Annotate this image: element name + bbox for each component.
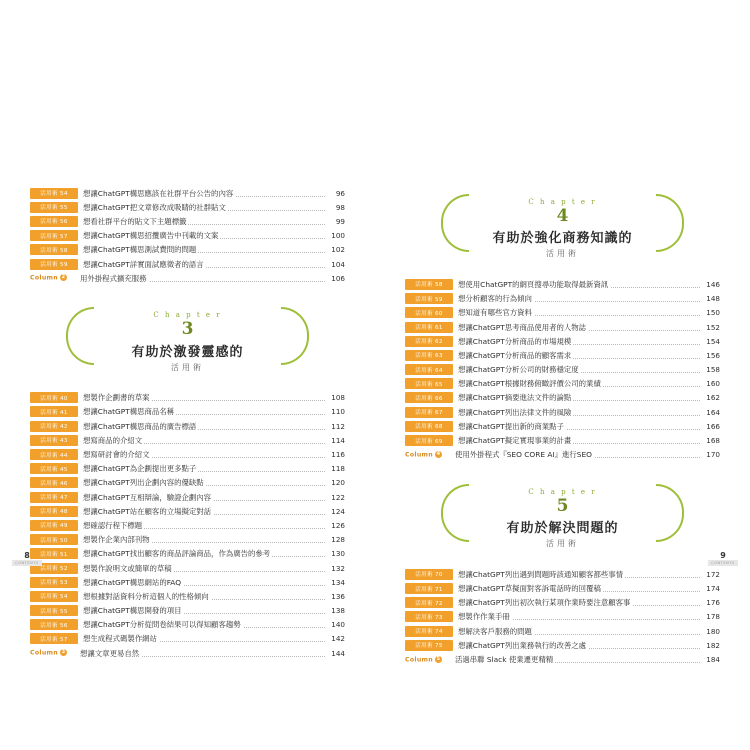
entry-tag: 活用術 58	[30, 244, 78, 255]
entry-tag: 活用術 52	[30, 563, 78, 574]
entry-tag: 活用術 56	[30, 216, 78, 227]
entry-page-number: 98	[335, 202, 345, 212]
entry-tag: 活用術 46	[30, 477, 78, 488]
entry-page-number: 148	[706, 294, 720, 304]
entry-page-number: 124	[331, 506, 345, 516]
entry-page-number: 99	[335, 216, 345, 226]
entry-tag: 活用術 67	[405, 407, 453, 418]
entry-page-number: 174	[706, 584, 720, 593]
entry-page-number: 164	[706, 407, 720, 417]
entry-tag: 活用術 54	[30, 188, 78, 199]
chapter-4-header	[405, 192, 720, 267]
entry-page-number: 106	[331, 273, 345, 283]
entry-title: 想製作企劃書的草案	[83, 392, 325, 403]
chapter-3-header	[30, 305, 345, 380]
entry-page-number: 112	[331, 421, 345, 431]
entry-title: 想根據對話資料分析這個人的性格傾向	[83, 591, 325, 602]
entry-title: 想讓ChatGPT構思測試費問的問題	[83, 244, 325, 255]
entry-tag: 活用術 51	[30, 548, 78, 559]
toc-row[interactable]	[405, 638, 720, 652]
entry-page-number: 130	[331, 549, 345, 559]
entry-title: 想讓ChatGPT站在顧客的立場擬定對話	[83, 506, 325, 517]
entry-title: 想讓ChatGPT為企劃提出更多點子	[83, 463, 325, 474]
entry-tag: 活用術 48	[30, 506, 78, 517]
toc-row[interactable]	[30, 433, 345, 447]
entry-tag: 活用術 68	[405, 421, 453, 432]
entry-tag: 活用術 55	[30, 202, 78, 213]
toc-row[interactable]	[405, 419, 720, 433]
entry-page-number: 108	[331, 393, 345, 403]
entry-page-number: 114	[331, 435, 345, 445]
entry-title: 想使用ChatGPT的網頁搜尋功能取得最新資訊	[458, 279, 700, 290]
entry-title: 想讓ChatGPT構思開發的項目	[83, 605, 325, 616]
entry-page-number: 152	[706, 322, 720, 332]
entry-tag: 活用術 40	[30, 392, 78, 403]
toc-row[interactable]	[30, 214, 345, 228]
toc-left-page	[0, 172, 375, 658]
toc-row[interactable]	[405, 377, 720, 391]
entry-page-number: 172	[706, 569, 720, 579]
column-tag: Column 2	[30, 274, 66, 282]
toc-row[interactable]	[30, 604, 345, 618]
entry-tag: 活用術 66	[405, 392, 453, 403]
chapter-label: C h a p t e r	[528, 487, 597, 496]
column-badge: 4	[436, 450, 441, 457]
entry-title: 想讓ChatGPT分析商品的市場規模	[458, 336, 700, 347]
entry-title: 想讓ChatGPT把文章修改成吸睛的社群貼文	[83, 202, 325, 213]
chapter-label: C h a p t e r	[528, 198, 597, 206]
entry-title: 想讓ChatGPT摘要進法文件的論點	[458, 392, 700, 403]
entry-tag: 活用術 70	[405, 569, 453, 580]
entry-tag: 活用術 64	[405, 364, 453, 375]
entry-tag: 活用術 65	[405, 378, 453, 389]
toc-row[interactable]	[30, 243, 345, 257]
entry-title: 想讓ChatGPT提出新的商業點子	[458, 421, 700, 432]
entry-title: 想製作作業手冊	[458, 611, 700, 622]
entry-page-number: 140	[331, 620, 345, 630]
entry-title: 活過串聯 Slack 使業遷更精精	[455, 654, 700, 665]
entry-tag: 活用術 45	[30, 463, 78, 474]
chapter-title: 有助於激發靈感的	[131, 344, 244, 360]
toc-row[interactable]	[30, 561, 345, 575]
column-tag: Column 3	[30, 649, 66, 657]
entry-title: 想讓ChatGPT構思商品名稱	[83, 406, 325, 417]
entry-title: 想寫商品的介紹文	[83, 435, 325, 446]
column-tag: Column 5	[405, 655, 441, 664]
toc-row[interactable]	[30, 504, 345, 518]
toc-row[interactable]	[405, 624, 720, 638]
entry-page-number: 126	[331, 520, 345, 530]
folio-number: 9	[720, 551, 726, 560]
entry-page-number: 182	[706, 640, 720, 650]
entry-title: 想讓ChatGPT草擬面對客訴電話時的回覆稿	[458, 583, 700, 594]
entry-page-number: 142	[331, 634, 345, 644]
entry-page-number: 160	[706, 379, 720, 389]
folio-caption: CONTENTS	[708, 560, 738, 566]
entry-page-number: 154	[706, 336, 720, 346]
chapter-subtitle: 活用術	[546, 249, 579, 259]
toc-row[interactable]	[405, 292, 720, 306]
toc-row[interactable]	[30, 186, 345, 200]
toc-row[interactable]	[30, 200, 345, 214]
toc-row[interactable]	[405, 334, 720, 348]
entry-tag: 活用術 55	[30, 605, 78, 616]
entry-title: 想讓文章更易自然	[80, 648, 325, 659]
entry-page-number: 100	[331, 231, 345, 241]
entry-page-number: 138	[331, 606, 345, 616]
toc-row[interactable]	[30, 618, 345, 632]
toc-row[interactable]	[405, 581, 720, 595]
entry-page-number: 116	[331, 450, 345, 460]
entry-title: 想讓ChatGPT分析公司的財務穩定度	[458, 364, 700, 375]
chapter-number: 4	[556, 206, 569, 226]
column-badge: 2	[61, 274, 66, 281]
entry-title: 想寫研討會的介紹文	[83, 449, 325, 460]
folio-number: 8	[24, 551, 30, 560]
column-badge: 3	[61, 649, 66, 656]
chapter-subtitle: 活用術	[171, 362, 204, 372]
entry-page-number: 176	[706, 598, 720, 608]
column-tag: Column 4	[405, 450, 441, 459]
folio-left	[12, 551, 42, 566]
entry-title: 想讓ChatGPT列出企劃內容的優缺點	[83, 477, 325, 488]
toc-list-chapter-5	[405, 567, 720, 666]
toc-list-continued	[30, 186, 345, 285]
toc-row[interactable]	[30, 589, 345, 603]
toc-row[interactable]	[30, 391, 345, 405]
chapter-number: 3	[181, 319, 194, 340]
entry-title: 想讓ChatGPT列出初次執行某項作業時要注意顧客事	[458, 597, 700, 608]
entry-title: 想看社群平台的貼文下主題標籤	[83, 216, 325, 227]
folio-right	[708, 551, 738, 566]
entry-title: 用外掛程式擴充服務	[80, 273, 325, 284]
entry-title: 想讓ChatGPT找出顧客的商品評論商品，作為廣告的參考	[83, 548, 325, 559]
entry-page-number: 146	[706, 279, 720, 289]
entry-title: 想讓ChatGPT思考商品使用者的人物誌	[458, 322, 700, 333]
toc-row[interactable]	[30, 229, 345, 243]
entry-page-number: 122	[331, 492, 345, 502]
entry-title: 想製作說明文或簡單的草稿	[83, 563, 325, 574]
toc-list-chapter-4	[405, 277, 720, 461]
entry-tag: 活用術 41	[30, 406, 78, 417]
toc-row[interactable]	[30, 518, 345, 532]
entry-page-number: 170	[706, 450, 720, 460]
folio-caption: CONTENTS	[12, 560, 42, 566]
toc-row-column[interactable]	[405, 448, 720, 462]
entry-tag: 活用術 74	[405, 626, 453, 637]
entry-title: 想讓ChatGPT列出遇到問題時該通知顧客都些事情	[458, 569, 700, 580]
toc-row[interactable]	[30, 575, 345, 589]
entry-title: 想生成程式碼製作網站	[83, 633, 325, 644]
toc-row[interactable]	[30, 419, 345, 433]
entry-title: 想製作企業內部刊物	[83, 534, 325, 545]
chapter-label: C h a p t e r	[153, 311, 222, 320]
entry-tag: 活用術 62	[405, 336, 453, 347]
entry-page-number: 128	[331, 535, 345, 545]
toc-list-chapter-3	[30, 391, 345, 661]
toc-row[interactable]	[30, 447, 345, 461]
entry-page-number: 136	[331, 591, 345, 601]
entry-tag: 活用術 72	[405, 597, 453, 608]
entry-page-number: 144	[331, 648, 345, 658]
entry-page-number: 110	[331, 407, 345, 417]
chapter-number: 5	[556, 495, 569, 516]
entry-tag: 活用術 69	[405, 435, 453, 446]
entry-title: 想知道有哪些官方資料	[458, 307, 700, 318]
toc-row[interactable]	[405, 567, 720, 581]
entry-title: 想確認行程下標題	[83, 520, 325, 531]
toc-row[interactable]	[405, 363, 720, 377]
entry-tag: 活用術 44	[30, 449, 78, 460]
entry-tag: 活用術 71	[405, 583, 453, 594]
entry-title: 想讓ChatGPT構思商品的廣告標語	[83, 421, 325, 432]
entry-tag: 活用術 56	[30, 619, 78, 630]
toc-row[interactable]	[405, 306, 720, 320]
entry-tag: 活用術 61	[405, 322, 453, 333]
entry-page-number: 134	[331, 577, 345, 587]
chapter-title: 有助於解決問題的	[506, 521, 619, 537]
toc-row[interactable]	[405, 610, 720, 624]
entry-page-number: 102	[331, 245, 345, 255]
entry-tag: 活用術 50	[30, 534, 78, 545]
entry-title: 想讓ChatGPT構思招攬廣告中刊載的文案	[83, 230, 325, 241]
entry-page-number: 162	[706, 393, 720, 403]
toc-row[interactable]	[30, 547, 345, 561]
entry-tag: 活用術 54	[30, 591, 78, 602]
entry-title: 想分析顧客的行為傾向	[458, 293, 700, 304]
entry-title: 想讓ChatGPT擬定實現事業的計畫	[458, 435, 700, 446]
entry-title: 想讓ChatGPT詳實面試應徵者的語言	[83, 259, 325, 270]
entry-tag: 活用術 57	[30, 230, 78, 241]
toc-row[interactable]	[405, 391, 720, 405]
entry-tag: 活用術 60	[405, 307, 453, 318]
entry-title: 想讓ChatGPT互相辯論，驗證企劃內容	[83, 492, 325, 503]
toc-row[interactable]	[405, 320, 720, 334]
toc-row[interactable]	[405, 596, 720, 610]
entry-tag: 活用術 57	[30, 633, 78, 644]
toc-row-column[interactable]	[30, 646, 345, 660]
entry-tag: 活用術 75	[405, 640, 453, 651]
toc-row[interactable]	[30, 462, 345, 476]
toc-row[interactable]	[30, 405, 345, 419]
entry-title: 想讓ChatGPT列出法律文件的風險	[458, 407, 700, 418]
entry-page-number: 166	[706, 421, 720, 431]
entry-tag: 活用術 59	[405, 293, 453, 304]
entry-title: 使用外掛程式『SEO CORE AI』進行SEO	[455, 449, 700, 460]
chapter-subtitle: 活用術	[546, 539, 579, 549]
toc-row[interactable]	[30, 533, 345, 547]
entry-tag: 活用術 63	[405, 350, 453, 361]
toc-row[interactable]	[30, 632, 345, 646]
entry-page-number: 104	[331, 259, 345, 269]
toc-row[interactable]	[405, 348, 720, 362]
entry-tag: 活用術 59	[30, 259, 78, 270]
entry-tag: 活用術 53	[30, 577, 78, 588]
toc-row-column[interactable]	[30, 271, 345, 285]
column-badge: 5	[436, 655, 441, 662]
toc-row[interactable]	[405, 277, 720, 291]
entry-title: 想讓ChatGPT列出業務執行的改善之處	[458, 640, 700, 651]
entry-page-number: 150	[706, 308, 720, 318]
entry-tag: 活用術 58	[405, 279, 453, 290]
entry-tag: 活用術 49	[30, 520, 78, 531]
entry-page-number: 156	[706, 350, 720, 360]
entry-page-number: 168	[706, 436, 720, 446]
entry-page-number: 158	[706, 365, 720, 375]
entry-page-number: 120	[331, 478, 345, 488]
entry-title: 想讓ChatGPT分析從問卷結果可以得知顧客趨勢	[83, 619, 325, 630]
chapter-title: 有助於強化商務知識的	[492, 231, 633, 247]
chapter-5-header	[405, 482, 720, 557]
entry-title: 想解決客戶服務的問題	[458, 626, 700, 637]
entry-tag: 活用術 73	[405, 611, 453, 622]
toc-row[interactable]	[30, 490, 345, 504]
toc-row-column[interactable]	[405, 652, 720, 666]
entry-title: 想讓ChatGPT分析商品的顧客需求	[458, 350, 700, 361]
toc-right-page	[375, 172, 750, 664]
toc-row[interactable]	[405, 405, 720, 419]
entry-tag: 活用術 42	[30, 421, 78, 432]
toc-row[interactable]	[30, 476, 345, 490]
entry-page-number: 184	[706, 654, 720, 664]
entry-tag: 活用術 47	[30, 492, 78, 503]
entry-page-number: 96	[335, 188, 345, 198]
entry-title: 想讓ChatGPT構思網站的FAQ	[83, 577, 325, 588]
entry-tag: 活用術 43	[30, 435, 78, 446]
entry-page-number: 132	[331, 563, 345, 573]
toc-row[interactable]	[405, 433, 720, 447]
toc-spread	[0, 172, 750, 664]
entry-title: 想讓ChatGPT根據財務俯瞰評價公司的業績	[458, 378, 700, 389]
entry-page-number: 180	[706, 626, 720, 636]
entry-title: 想讓ChatGPT構思應該在社群平台公告的內容	[83, 188, 325, 199]
entry-page-number: 178	[706, 612, 720, 622]
toc-row[interactable]	[30, 257, 345, 271]
entry-page-number: 118	[331, 464, 345, 474]
